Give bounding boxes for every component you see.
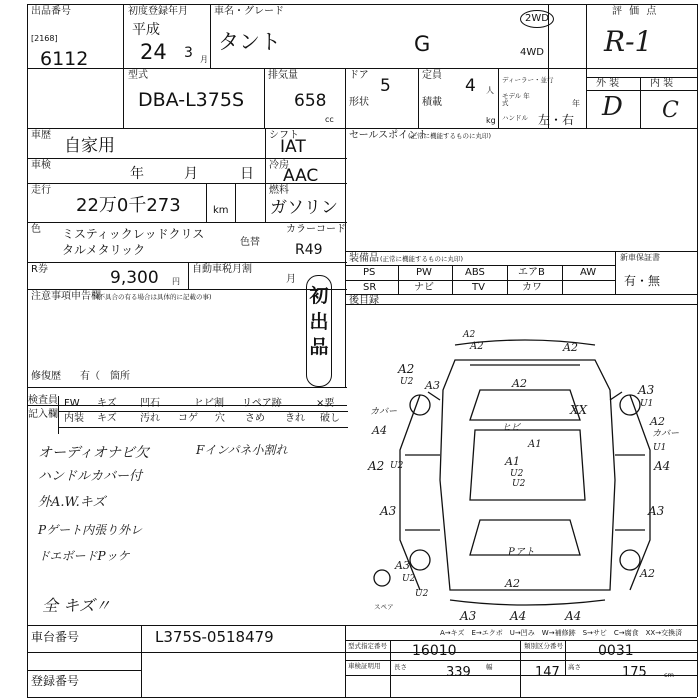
tax-label: 自動車税月割: [192, 264, 252, 275]
dealer-label: ディーラー・並行: [502, 76, 554, 84]
first-reg-era: 平成: [132, 22, 160, 38]
mark-a2-3: A2: [563, 341, 578, 354]
model-label: 型式: [128, 70, 148, 81]
equipment-label: 装備品: [349, 253, 379, 264]
repair-value: 有（: [80, 371, 100, 382]
hw-note-0: オーディオナビ欠: [38, 445, 149, 461]
equip-tv: TV: [472, 282, 485, 293]
drive-2wd: 2WD: [520, 10, 554, 28]
insp-row1-4: リペア跡: [242, 398, 282, 409]
mark-a4-1: A4: [654, 459, 671, 473]
hw-note-5: ドエボードPッケ: [38, 549, 130, 563]
load-unit: kg: [486, 116, 496, 125]
fuel-label: 燃料: [269, 185, 289, 196]
hw-note-2: ハンドルカバー付: [38, 469, 143, 484]
displacement-label: 排気量: [268, 70, 298, 81]
notes-label: 注意事項申告欄: [31, 291, 101, 302]
color-label: 色: [31, 224, 41, 235]
repair-label: 修復歴: [31, 371, 61, 382]
mark-a2-5: A2: [512, 377, 527, 390]
ext-grade: D: [602, 92, 623, 122]
first-reg-month: 3: [184, 45, 193, 61]
equip-airbag: エアB: [518, 267, 545, 278]
mark-a2-7: A2: [650, 415, 665, 428]
insp-row1-2: 凹石: [140, 398, 160, 409]
mark-a1-1: A1: [505, 455, 520, 468]
mark-a2-1: A2: [463, 330, 476, 340]
inspection-label: 車検: [31, 160, 51, 171]
tax-unit: 月: [286, 274, 296, 285]
mark-a2-9: A2: [505, 577, 520, 590]
length-label: 長さ: [394, 663, 407, 671]
inspection-day: 日: [240, 166, 254, 182]
mark-a2-6: A2: [368, 459, 385, 473]
insp-row2-5: さめ: [245, 413, 265, 424]
doors-value: 5: [380, 76, 391, 96]
insp-row2-3: コゲ: [178, 413, 198, 424]
inspector-label-1: 検査員: [28, 395, 58, 406]
hw-note-6: 全 キズ〃: [42, 596, 111, 615]
model-year-unit: 年: [572, 99, 580, 108]
ac-label: 冷房: [269, 160, 289, 171]
color-code-label: カラーコード: [286, 224, 346, 235]
equip-navi: ナビ: [414, 282, 434, 293]
lot-label: 出品番号: [31, 6, 71, 17]
warranty-label: 新車保証書: [620, 253, 660, 262]
rating-score: R-1: [604, 25, 653, 58]
insp-row2-0: 内装: [64, 413, 84, 424]
mark-a3-6: A3: [460, 609, 477, 623]
mark-u1-2: U1: [653, 443, 667, 453]
capacity-unit: 人: [486, 86, 494, 95]
insp-row2-7: 破し: [320, 413, 340, 424]
mark-a3-2: A3: [638, 383, 655, 397]
first-reg-label: 初度登録年月: [128, 6, 188, 17]
mileage-label: 走行: [31, 185, 51, 196]
handle-label: ハンドル: [502, 114, 528, 122]
mark-u2-5: U2: [415, 589, 429, 599]
mark-a3-5: A3: [395, 559, 410, 572]
usage-label: 車歴: [31, 130, 51, 141]
car-name-label: 車名・グレード: [214, 6, 284, 17]
rating-label: 評 価 点: [612, 6, 659, 17]
first-show-stamp: 初出品: [306, 275, 332, 387]
mark-p-mark: Pアト: [508, 547, 535, 558]
equip-ps: PS: [363, 267, 376, 278]
handle-value: 左・右: [538, 113, 575, 127]
insp-row1-5: ×要: [316, 398, 335, 409]
inspection-year: 年: [130, 166, 144, 182]
equip-pw: PW: [416, 267, 432, 278]
color-line1: ミスティックレッドクリス: [62, 227, 205, 241]
warranty-value: 有・無: [624, 274, 661, 288]
rear-seat-label: 後目録: [349, 295, 379, 306]
mark-a4-2: A4: [372, 424, 387, 437]
recycle-value: 9,300: [110, 268, 159, 288]
recycle-unit: 円: [172, 277, 180, 286]
insp-row1-1: キズ: [97, 398, 117, 409]
shift-value: IAT: [280, 137, 306, 157]
mark-u2-6: U2: [512, 479, 526, 489]
insp-row2-6: きれ: [285, 413, 305, 424]
mark-a4-3: A4: [510, 609, 527, 623]
grid-line: [27, 670, 141, 671]
recycle-label: R券: [31, 264, 48, 275]
length-value: 339: [446, 665, 471, 680]
dims-unit: cm: [664, 671, 674, 679]
car-grade: G: [414, 32, 431, 56]
mark-crack: ヒビ: [502, 423, 521, 433]
inspection-month: 月: [184, 166, 198, 182]
mark-u2-3: U2: [390, 461, 404, 471]
int-grade: C: [662, 98, 679, 123]
color-code: R49: [295, 242, 323, 258]
lot-number: 6112: [40, 48, 89, 70]
mark-u2-2: U2: [510, 469, 524, 479]
equip-abs: ABS: [465, 267, 485, 278]
insp-row2-4: 穴: [215, 413, 225, 424]
capacity-value: 4: [465, 76, 476, 96]
insp-row1-0: FW: [64, 398, 80, 409]
equip-aw: AW: [580, 267, 597, 278]
mark-a2-2: A2: [470, 341, 484, 352]
mark-u2-4: U2: [402, 574, 416, 584]
shift-label: シフト: [269, 130, 299, 141]
repair-suffix: 箇所: [110, 371, 130, 382]
mileage-unit: km: [213, 205, 229, 216]
mark-xx: XX: [570, 403, 588, 417]
type-no-label: 型式指定番号: [348, 642, 387, 650]
mark-a2-8: A2: [640, 567, 655, 580]
mark-a3-3: A3: [380, 504, 397, 518]
mark-a4-4: A4: [565, 609, 582, 623]
sales-point-note: (正常に機能するものに丸印): [408, 132, 492, 140]
mark-a3-1: A3: [425, 379, 440, 392]
color-change-label: 色替: [240, 237, 260, 248]
type-no-value: 16010: [412, 643, 457, 659]
equipment-note: (正常に機能するものに丸印): [380, 255, 464, 263]
width-value: 147: [535, 665, 560, 680]
usage-value: 自家用: [64, 136, 115, 156]
mileage-value: 22万0千273: [76, 195, 181, 216]
chassis-value: L375S-0518479: [155, 628, 274, 646]
insp-row1-3: ヒビ割: [194, 398, 224, 409]
height-value: 175: [622, 665, 647, 680]
first-reg-year: 24: [140, 40, 167, 64]
mark-u1-1: U1: [640, 399, 654, 409]
displacement-value: 658: [294, 91, 327, 111]
shape-label: 形状: [349, 97, 369, 108]
mark-a3-4: A3: [648, 504, 665, 518]
hw-note-1: Fインパネ小割れ: [196, 443, 288, 457]
color-line2: タルメタリック: [62, 243, 146, 257]
mark-a2-4: A2: [398, 362, 415, 376]
equip-leather: カワ: [522, 282, 542, 293]
mark-cover-left: カバー: [370, 407, 398, 417]
model-year-label: モデル 年式: [502, 92, 530, 107]
lot-code: [2168]: [31, 34, 58, 43]
insp-row2-2: 汚れ: [140, 413, 160, 424]
first-reg-month-unit: 月: [200, 55, 208, 64]
capacity-label: 定員: [422, 70, 442, 81]
load-label: 積載: [422, 97, 442, 108]
hw-note-4: Pゲート内張り外レ: [38, 523, 143, 537]
inspector-label-2: 記入欄: [28, 409, 58, 420]
grid-line: [565, 640, 566, 675]
int-label: 内 装: [650, 78, 674, 89]
ac-value: AAC: [283, 166, 319, 186]
mark-cover-right: カバー: [652, 429, 680, 439]
height-label: 高さ: [568, 663, 581, 671]
mark-a1-2: A1: [528, 439, 542, 450]
chassis-label: 車台番号: [31, 630, 80, 644]
car-name: タント: [218, 30, 281, 54]
drive-4wd: 4WD: [520, 47, 544, 58]
grid-line: [345, 640, 697, 641]
registration-label: 登録番号: [31, 674, 80, 688]
fuel-value: ガソリン: [270, 198, 338, 218]
doors-label: ドア: [349, 70, 369, 81]
equip-sr: SR: [363, 282, 377, 293]
legend: A→キズ E→エクボ U→凹み W→補修跡 S→サビ C→腐食 XX→交換済: [440, 629, 683, 637]
class-label: 類別区分番号: [524, 642, 563, 650]
spare-label: スペア: [374, 603, 394, 611]
grid-line: [345, 660, 697, 661]
hw-note-3: 外A.W.キズ: [38, 495, 106, 510]
dims-label: 車検証明用: [348, 662, 381, 670]
ext-label: 外 装: [596, 78, 620, 89]
sales-point-label: セールスポイント: [349, 130, 429, 141]
displacement-unit: cc: [325, 115, 334, 124]
width-label: 幅: [486, 663, 493, 671]
grid-line: [390, 640, 391, 697]
insp-row2-1: キズ: [97, 413, 117, 424]
class-value: 0031: [598, 643, 634, 659]
notes-note: (不具合の有る場合は具体的に記載の事): [96, 293, 212, 301]
model-value: DBA-L375S: [138, 89, 245, 111]
mark-u2-1: U2: [400, 377, 414, 387]
